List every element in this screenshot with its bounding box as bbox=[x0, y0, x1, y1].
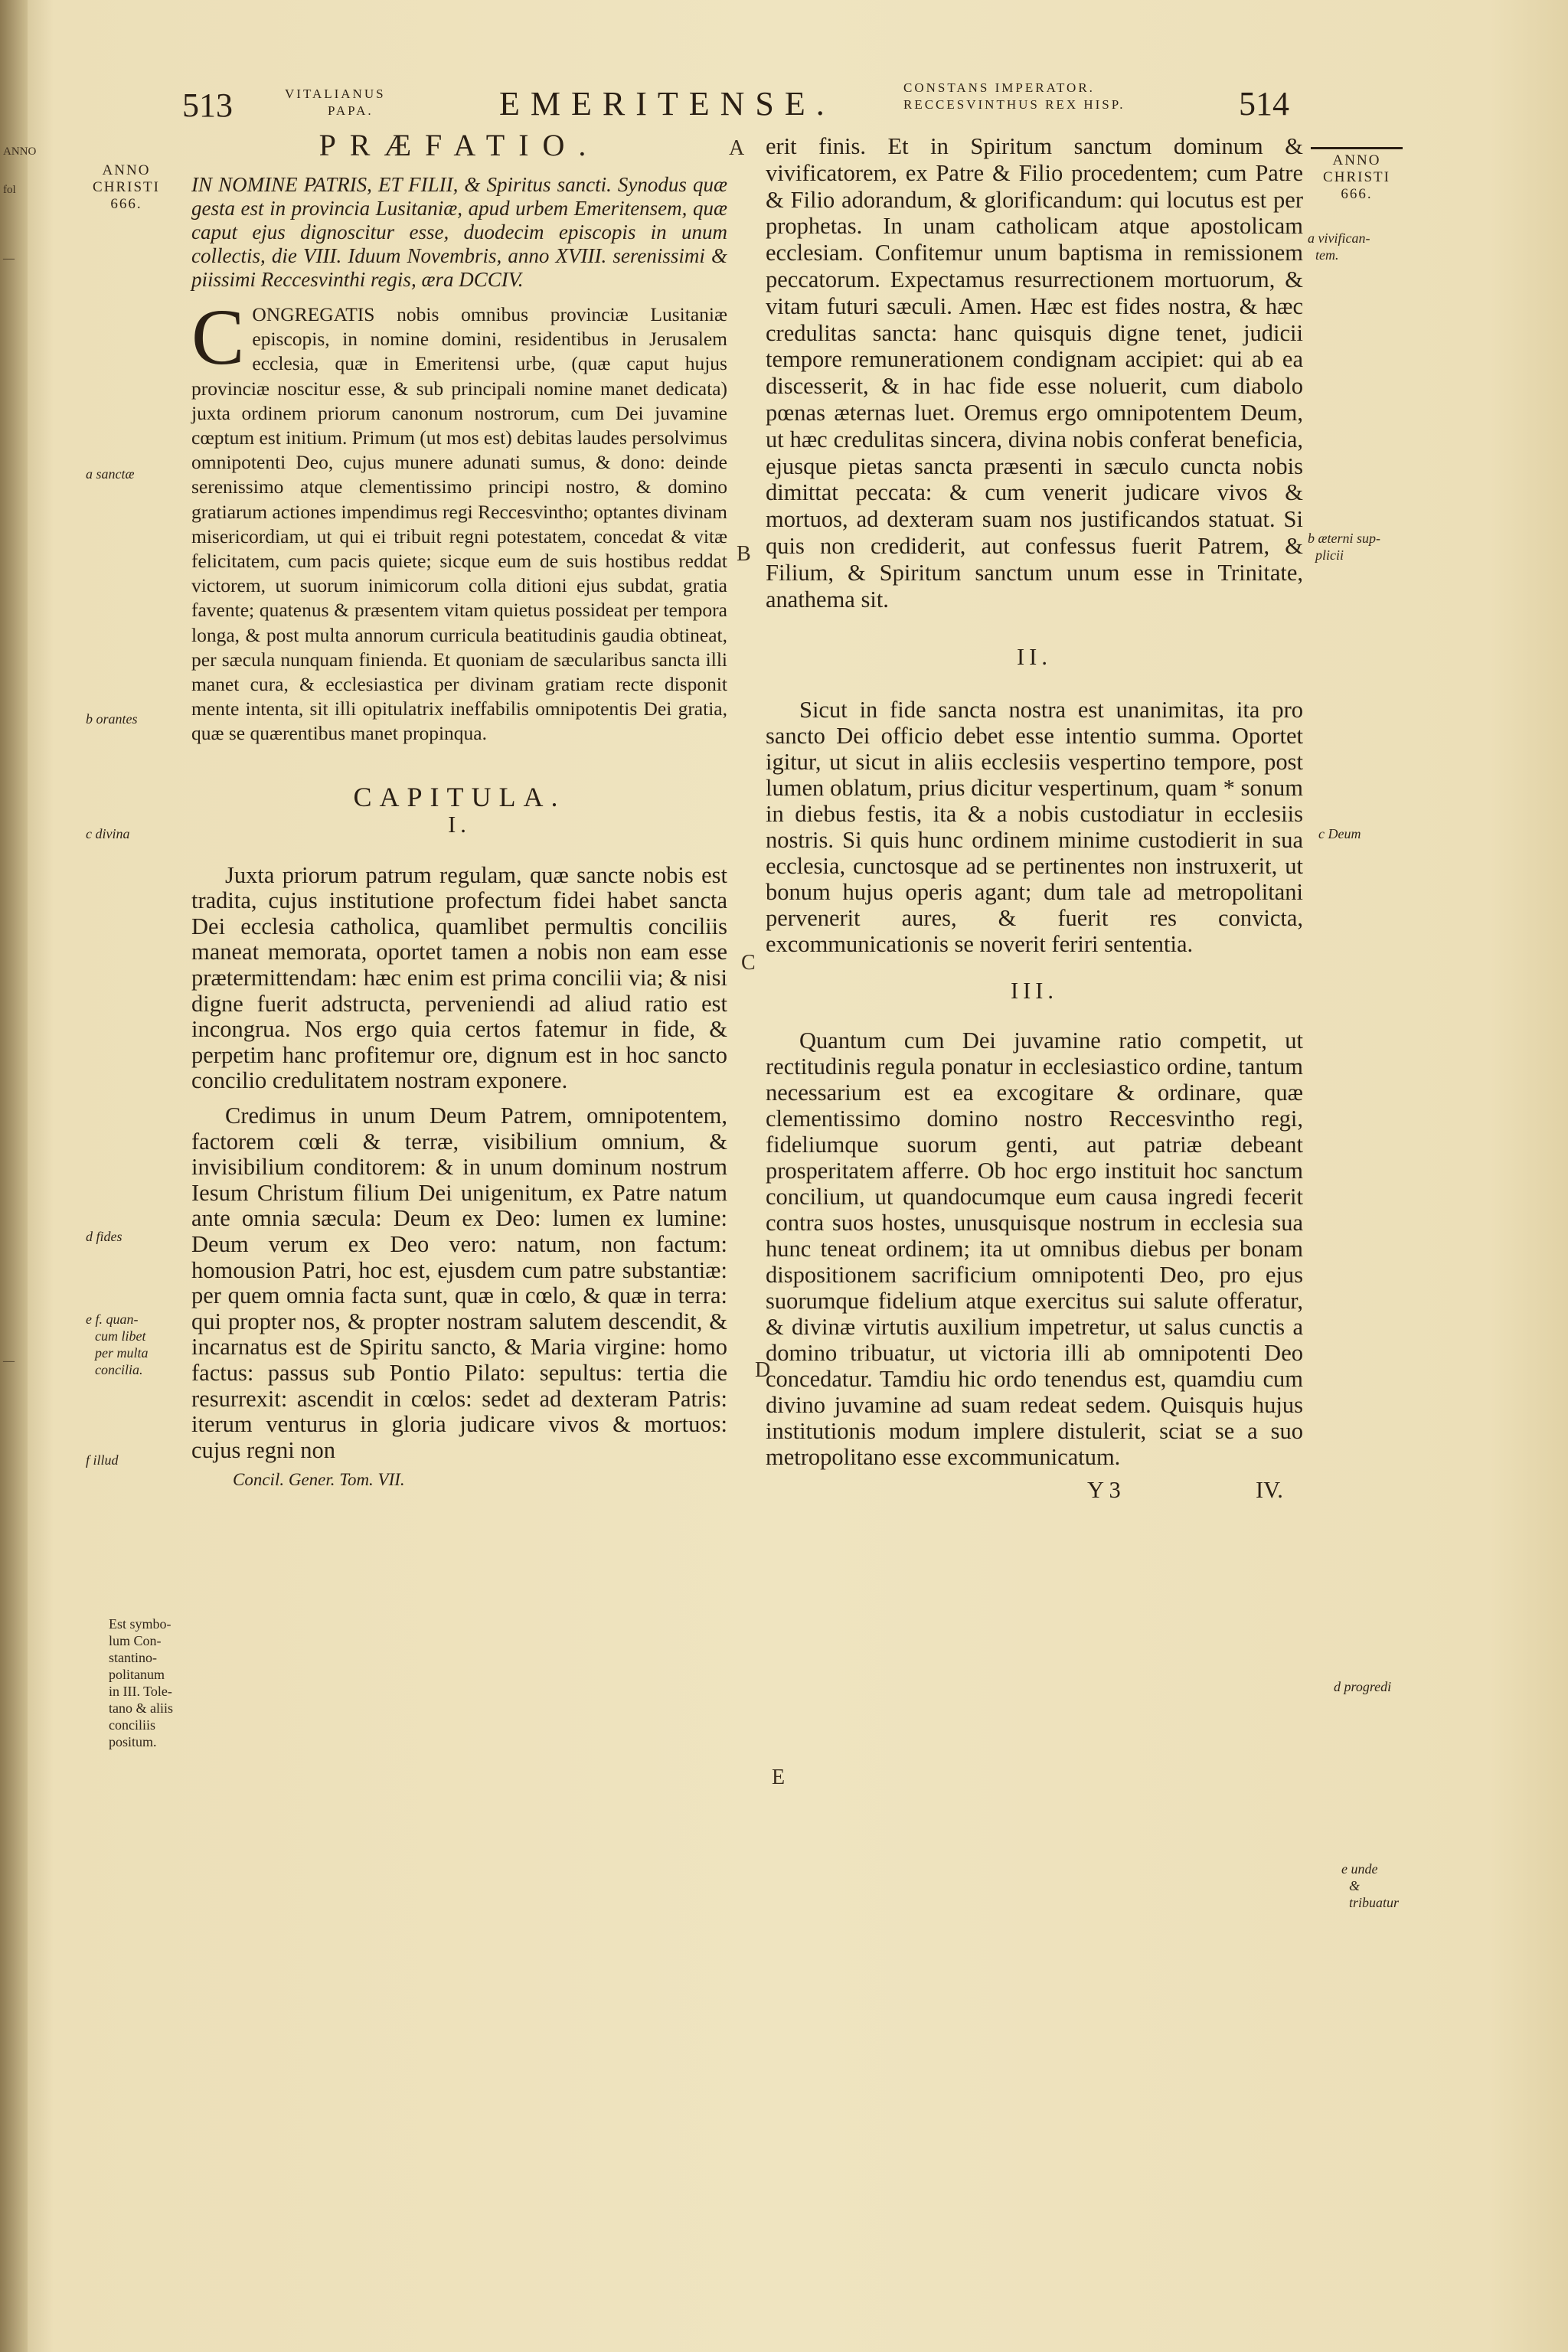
anno-line: ANNO bbox=[1332, 152, 1381, 168]
praefatio-paragraph bbox=[191, 293, 727, 746]
note-text: & bbox=[1349, 1878, 1361, 1893]
margin-note bbox=[86, 1311, 149, 1378]
right-anno-christi bbox=[1311, 147, 1403, 203]
margin-note bbox=[86, 1228, 122, 1245]
margin-note bbox=[86, 710, 138, 727]
binding-gutter bbox=[0, 0, 37, 2352]
anno-line: CHRISTI bbox=[1323, 169, 1390, 185]
chapter-paragraph: Juxta priorum patrum regulam, quæ sancte nobis est tradita, cujus institutione profectum fidei habet sancta Dei ecclesia catholica, quamlibet permultis conciliis maneat memorata, oportet tamen a nobis non eam esse prætermittendam: hæc enim est prima concilii via; & nisi digne fuerit adstructa, perveniendi ad aliud ratio est incongrua. Nos ergo quia certos fatemur in fide, & perpetim hanc profitemur ore, dignum est in hoc sancto concilio credulitatem nostram exponere. bbox=[191, 861, 727, 1094]
anno-line: ANNO bbox=[102, 162, 151, 178]
note-text: orantes bbox=[96, 711, 138, 727]
running-head-line: PAPA. bbox=[328, 103, 374, 118]
margin-note bbox=[86, 1452, 119, 1468]
note-text: plicii bbox=[1315, 547, 1344, 563]
note-key: d bbox=[1334, 1679, 1341, 1694]
note-key: b bbox=[86, 711, 93, 727]
left-page-number: 513 bbox=[182, 87, 233, 124]
anno-line: 666. bbox=[110, 196, 142, 212]
section-letter: E bbox=[772, 1766, 786, 1789]
right-column bbox=[766, 133, 1303, 1510]
margin-note bbox=[1318, 825, 1361, 842]
note-text: tano & aliis bbox=[109, 1700, 173, 1716]
right-page-number: 514 bbox=[1239, 85, 1289, 122]
note-key: c bbox=[1318, 826, 1325, 841]
note-text: progredi bbox=[1344, 1679, 1392, 1694]
running-head-line: CONSTANS IMPERATOR. bbox=[903, 80, 1095, 95]
drop-capital: C bbox=[191, 293, 245, 381]
creed-continuation: erit finis. Et in Spiritum sanctum dominum & vivificatorem, ex Patre & Filio procedentem; cum Patre & Filio adorandum, & glorificandum: qui locutus est per prophetas. In unam catholicam atque apostolicam ecclesiam. Confitemur unum baptisma in remissionem peccatorum. Expectamus resurrectionem mortuorum, & vitam futuri sæculi. Amen. Hæc est fides nostra, & hæc credulitas sancta: hanc quisquis digne tenet, judicii tempore remunerationem condignam accipiet: qui ab ea discesserit, & in hac fide esse noluerit, cum diabolo pœnas æternas luet. Oremus ergo omnipotentem Deum, ut hæc credulitas sincera, divina nobis conferat beneficia, ejusque pietas sancta præsenti in sæculo cuncta nobis dimittat peccata: & cum venerit judicare vivos & mortuos, ad dexteram suam nos justificandos statuat. Si quis non crediderit, aut confessus fuerit Patrem, & Filium, & Spiritum sanctum unum esse in Trinitate, anathema sit. bbox=[766, 133, 1303, 612]
note-text: per multa bbox=[95, 1345, 149, 1361]
gutter-mark: fol bbox=[3, 184, 16, 196]
note-text: in III. Tole- bbox=[109, 1684, 172, 1699]
catchword: IV. bbox=[1256, 1477, 1283, 1504]
praefatio-text: ONGREGATIS nobis omnibus provinciæ Lusitaniæ episcopis, in nomine domini, residentibus in Jerusalem ecclesia, quæ in Emeritensi urbe, (quæ caput hujus provinciæ noscitur esse, & sub principali nomine manet dedicata) juxta ordinem priorum canonum nostrorum, cum Dei juvamine cœptum est initium. Primum (ut mos est) debitas laudes persolvimus omnipotenti Deo, cujus munere adunati sumus, & dono: deinde serenissimo atque clementissimo principi nostro, & domino gratiarum actiones impendimus regi Reccesvintho; optantes divinam misericordiam, ut qui ei tribuit regni potestatem, concedat & vitæ felicitatem, cum pacis quiete; sicque eum de suis hostibus reddat victorem, ut suorum inimicorum colla ditioni ejus subdat, gratia favente; quatenus & præsentem vitam quietus possideat per tempora longa, & post multa annorum curricula beatitudinis gaudia obtineat, per sæcula nunquam finienda. Et quoniam de sæcularibus sancta illi manet cura, & ecclesiastica per divinam gratiam recte disponit mente intenta, sit illi opitulatrix ineffabilis omnipotentis Dei gratia, quæ se quærentibus manet propinqua. bbox=[191, 303, 727, 745]
left-column bbox=[191, 128, 727, 1494]
note-text: æterni sup- bbox=[1318, 531, 1381, 546]
note-text: cum libet bbox=[95, 1328, 146, 1344]
chapter-paragraph: Quantum cum Dei juvamine ratio competit, ut rectitudinis regula ponatur in ecclesiastico ordine, tantum necessarium est ea excogitare & ordinare, quæ clementissimo domino nostro Reccesvintho regi, fideliumque suorum genti, aut patriæ debeant prosperitatem afferre. Ob hoc ergo instituit hoc sanctum concilium, ut quandocumque eum causa ingredi fecerit contra suos hostes, unusquisque nostrum in ecclesia sua hunc teneat ordinem; ita ut omnibus diebus per bonam dispositionem sacrificium omnipotenti Deo, pro ejus suorumque fidelium atque exercitus sui salute offeratur, & divinæ virtutis auxilium impetretur, ut salus cunctis a domino tribuatur, ut victoria illi ab omnipotenti Deo concedatur. Tamdiu hic ordo tenendus est, quamdiu cum divino juvamine ad suam redeat sedem. Quisquis hujus institutionis modum implere distulerit, sciat se a suo metropolitano esse excommunicatum. bbox=[766, 1027, 1303, 1471]
margin-note bbox=[1334, 1678, 1391, 1695]
margin-note bbox=[1308, 530, 1380, 564]
note-key: d bbox=[86, 1229, 93, 1244]
gutter-mark: ANNO bbox=[3, 145, 37, 158]
note-key: c bbox=[86, 826, 92, 841]
gutter-mark: — bbox=[3, 1355, 15, 1367]
note-text: divina bbox=[95, 826, 130, 841]
page-title: EMERITENSE. bbox=[499, 85, 835, 122]
note-text: lum Con- bbox=[109, 1633, 162, 1648]
anno-line: CHRISTI bbox=[93, 179, 160, 195]
margin-note bbox=[1341, 1860, 1399, 1911]
note-text: unde bbox=[1351, 1861, 1378, 1877]
section-letter: A bbox=[729, 136, 745, 160]
left-running-head bbox=[285, 86, 386, 119]
running-head-line: RECCESVINTHUS REX HISP. bbox=[903, 97, 1125, 112]
note-text: Est symbo- bbox=[109, 1616, 172, 1632]
gutter-mark: — bbox=[3, 253, 15, 265]
left-anno-christi bbox=[84, 162, 168, 213]
note-text: positum. bbox=[109, 1734, 157, 1749]
chapter-heading: III. bbox=[1010, 978, 1059, 1004]
note-text: concilia. bbox=[95, 1362, 143, 1377]
capitula-heading: CAPITULA. bbox=[353, 781, 566, 812]
note-key: a bbox=[86, 466, 93, 482]
note-key: a bbox=[1308, 230, 1315, 246]
chapter-paragraph: Sicut in fide sancta nostra est unanimitas, ita pro sancto Dei officio debet esse intentio summa. Oportet igitur, ut sicut in aliis ecclesiis vespertino tempore, post lumen oblatum, prius dicitur vespertinum, quam * sonum in diebus festis, ita & a nobis custodiatur in ecclesiis nostris. Si quis hunc ordinem minime custodierit in sua ecclesia, cunctosque ad se pertinentes non instruxerit, ut bonum hujus operis agant; dum tale ad metropolitani pervenerit aures, & fuerit res convicta, excommunicationis se noverit feriri sententia. bbox=[766, 697, 1303, 958]
note-text: sanctæ bbox=[96, 466, 135, 482]
anno-line: 666. bbox=[1341, 186, 1373, 202]
margin-note bbox=[86, 825, 130, 842]
margin-note bbox=[1308, 230, 1370, 263]
note-text: stantino- bbox=[109, 1650, 157, 1665]
chapter-heading: II. bbox=[1017, 644, 1052, 671]
chapter-heading: I. bbox=[448, 811, 471, 838]
note-text: politanum bbox=[109, 1667, 165, 1682]
section-letter: C bbox=[741, 951, 756, 975]
right-running-head bbox=[903, 80, 1125, 113]
note-text: conciliis bbox=[109, 1717, 155, 1733]
praefatio-heading: PRÆFATIO. bbox=[318, 128, 600, 162]
note-key: b bbox=[1308, 531, 1315, 546]
note-text: tribuatur bbox=[1349, 1895, 1400, 1910]
running-head-line: VITALIANUS bbox=[285, 87, 386, 101]
note-text: vivifican- bbox=[1318, 230, 1370, 246]
section-letter: B bbox=[737, 542, 751, 566]
note-text: f. quan- bbox=[95, 1312, 139, 1327]
synod-intro: IN NOMINE PATRIS, ET FILII, & Spiritus sancti. Synodus quæ gesta est in provincia Lusitaniæ, apud urbem Emeritensem, quæ caput ejus dignoscitur esse, duodecim episcopis in unum collectis, die VIII. Iduum Novembris, anno XVIII. serenissimi & piissimi Reccesvinthi regis, æra DCCIV. bbox=[191, 173, 727, 291]
note-text: Deum bbox=[1328, 826, 1361, 841]
note-key: e bbox=[86, 1312, 92, 1327]
note-text: tem. bbox=[1315, 247, 1339, 263]
margin-note bbox=[109, 1615, 216, 1750]
creed-paragraph: Credimus in unum Deum Patrem, omnipotentem, factorem cœli & terræ, visibilium omnium, & invisibilium conditorem: & in unum dominum nostrum Iesum Christum filium Dei unigenitum, ex Patre natum ante omnia sæcula: Deum ex Deo: lumen ex lumine: Deum verum ex Deo vero: natum, non factum: homousion Patri, hoc est, ejusdem cum patre substantiæ: per quem omnia facta sunt, quæ in cœlo, & quæ in terra: qui propter nos, & propter nostram salutem descendit, & incarnatus est de Spiritu sancto, & Maria virgine: homo factus: passus sub Pontio Pilato: sepultus: tertia die resurrexit: ascendit in cœlos: sedet ad dexteram Patris: iterum venturus in gloria judicare vivos & mortuos: cujus regni non bbox=[191, 1102, 727, 1463]
signature-mark: Y 3 bbox=[1087, 1477, 1121, 1504]
note-text: illud bbox=[93, 1452, 119, 1468]
page-foot bbox=[766, 1476, 1303, 1510]
section-letter: D bbox=[755, 1358, 771, 1382]
note-text: fides bbox=[96, 1229, 122, 1244]
footer-signature: Concil. Gener. Tom. VII. bbox=[233, 1470, 405, 1490]
note-key: e bbox=[1341, 1861, 1348, 1877]
note-key: f bbox=[86, 1452, 90, 1468]
margin-note bbox=[86, 466, 135, 482]
